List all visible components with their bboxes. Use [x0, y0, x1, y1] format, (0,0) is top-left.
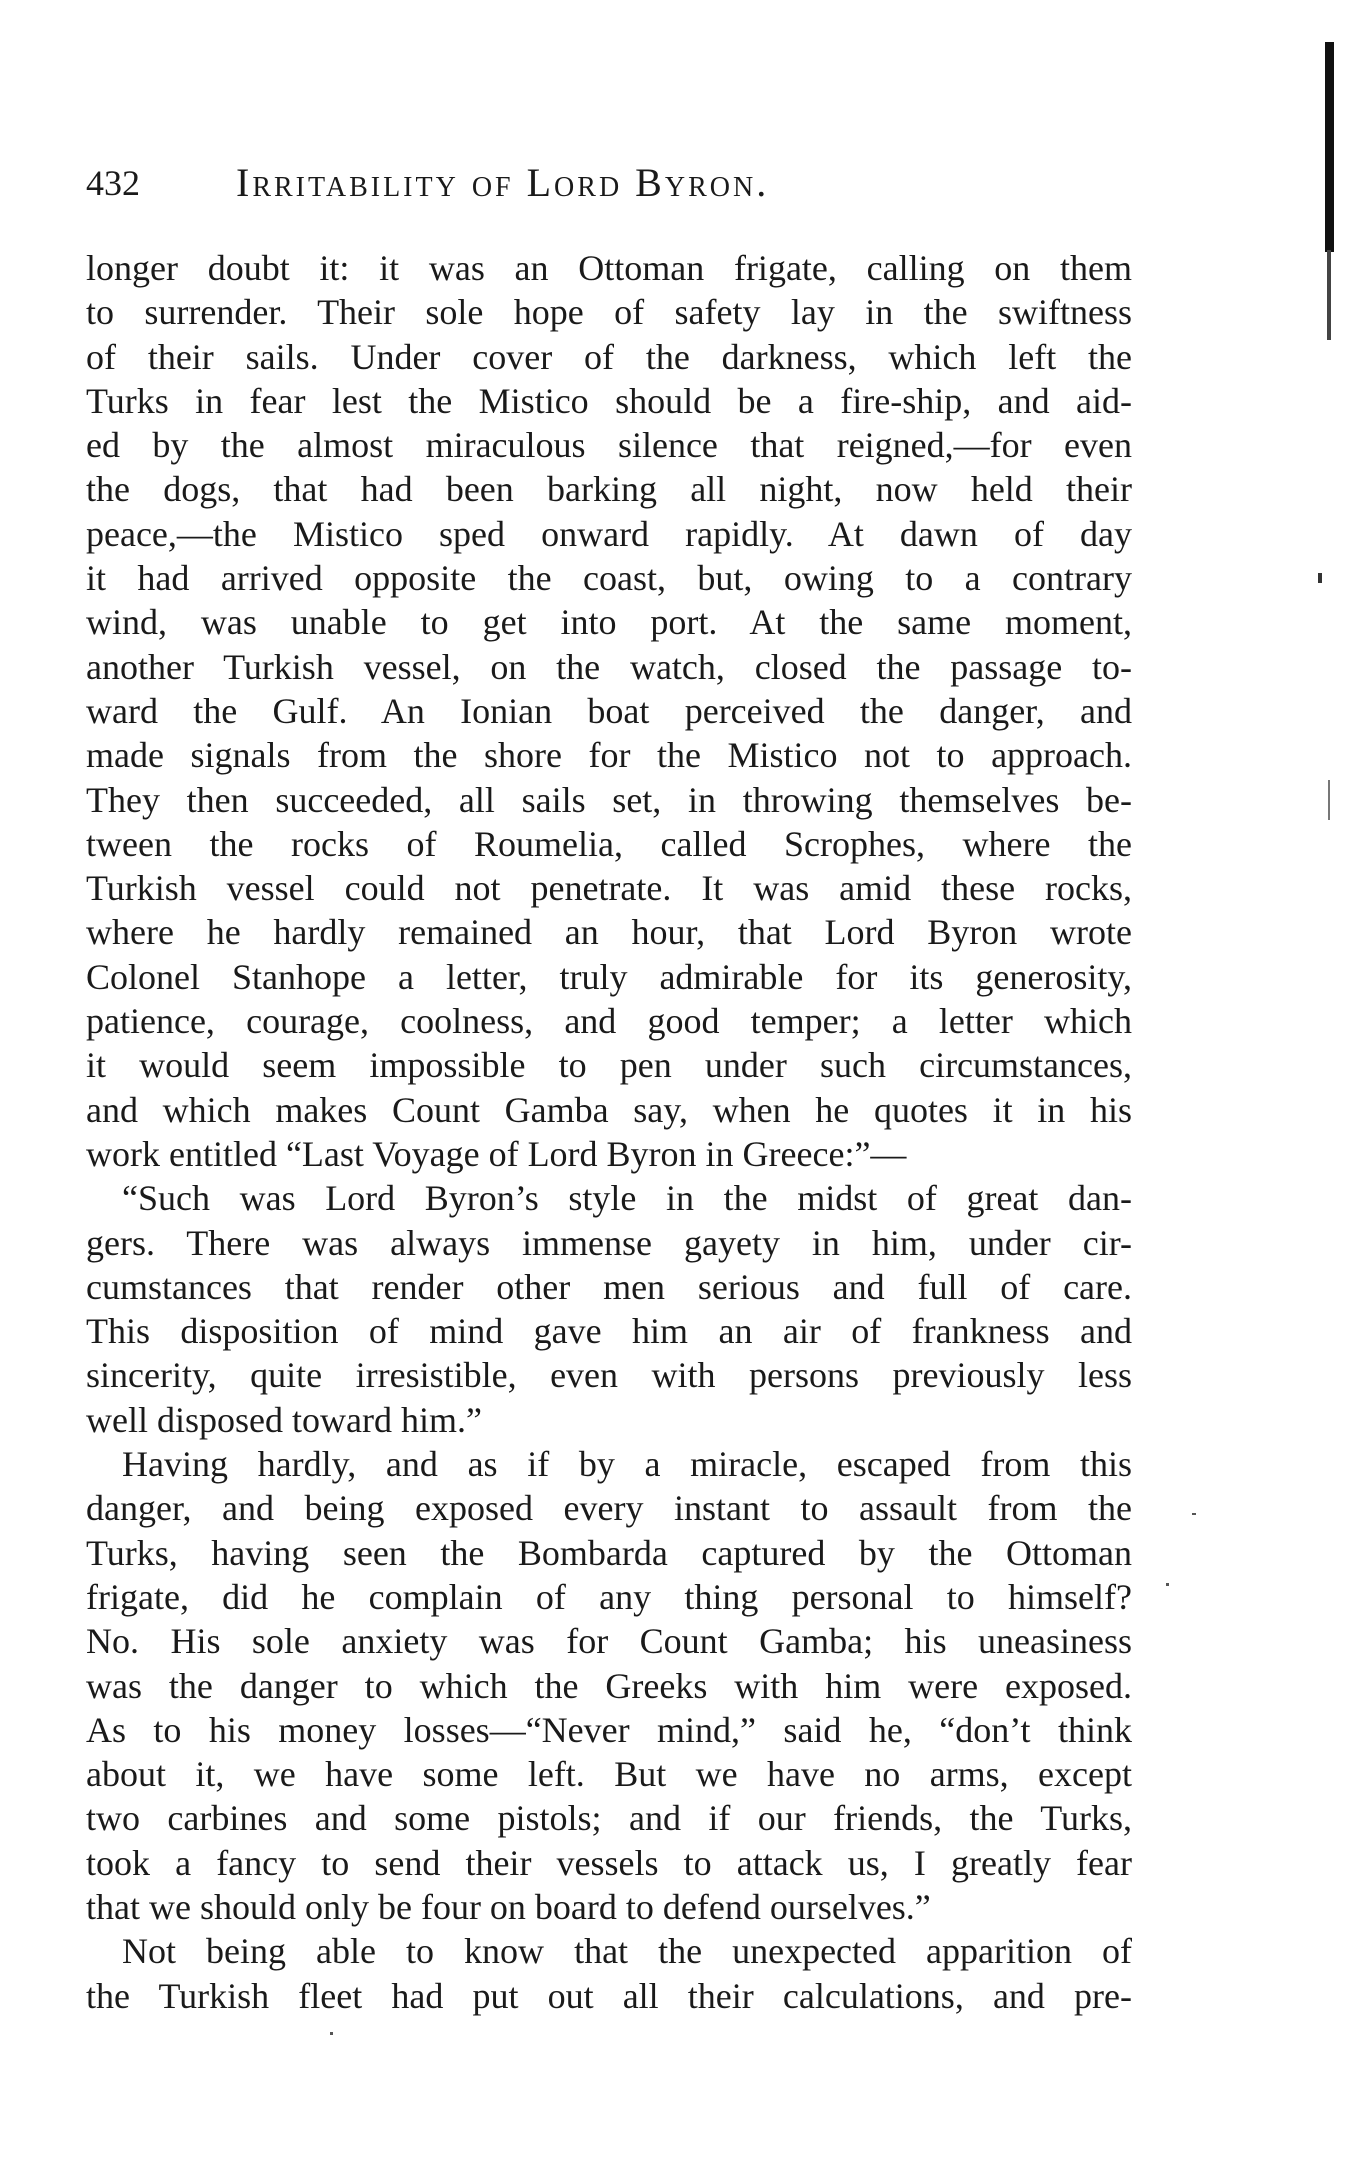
body-text	[86, 246, 1132, 2018]
text-line: work entitled “Last Voyage of Lord Byron in Greece:”—	[86, 1133, 907, 1174]
text-line: gers. There was always immense gayety in him, under cir-	[86, 1222, 1132, 1263]
text-line: wind, was unable to get into port. At the same moment,	[86, 602, 1132, 643]
text-line: sincerity, quite irresistible, even with persons previously less	[86, 1355, 1132, 1396]
text-line: two carbines and some pistols; and if our friends, the Turks,	[86, 1798, 1132, 1839]
text-line: Turkish vessel could not penetrate. It was amid these rocks,	[86, 868, 1132, 909]
text-line: They then succeeded, all sails set, in throwing themselves be-	[86, 779, 1132, 820]
text-line: This disposition of mind gave him an air of frankness and	[86, 1311, 1132, 1352]
text-line: Colonel Stanhope a letter, truly admirable for its generosity,	[86, 956, 1132, 997]
text-line: tween the rocks of Roumelia, called Scrophes, where the	[86, 823, 1132, 864]
scan-edge-mark	[1328, 780, 1330, 820]
text-line: it had arrived opposite the coast, but, owing to a contrary	[86, 558, 1132, 599]
scan-edge-mark	[1327, 250, 1331, 340]
text-line: where he hardly remained an hour, that Lord Byron wrote	[86, 912, 1132, 953]
scan-speck	[330, 2032, 333, 2035]
text-line: frigate, did he complain of any thing personal to himself?	[86, 1576, 1132, 1617]
text-line: ed by the almost miraculous silence that reigned,—for even	[86, 425, 1132, 466]
text-line: of their sails. Under cover of the darkness, which left the	[86, 336, 1132, 377]
text-line: ward the Gulf. An Ionian boat perceived the danger, and	[86, 690, 1132, 731]
text-line: the Turkish fleet had put out all their calculations, and pre-	[86, 1975, 1132, 2016]
text-line: cumstances that render other men serious and full of care.	[86, 1266, 1132, 1307]
scan-edge-mark	[1325, 42, 1334, 252]
text-line: took a fancy to send their vessels to attack us, I greatly fear	[86, 1842, 1132, 1883]
page-number: 432	[86, 163, 140, 203]
text-line: the dogs, that had been barking all night, now held their	[86, 469, 1132, 510]
text-line: that we should only be four on board to defend ourselves.”	[86, 1886, 931, 1927]
text-line: As to his money losses—“Never mind,” said he, “don’t think	[86, 1709, 1132, 1750]
scan-speck	[1166, 1583, 1169, 1586]
text-line: another Turkish vessel, on the watch, closed the passage to-	[86, 646, 1132, 687]
text-line: danger, and being exposed every instant to assault from the	[86, 1488, 1132, 1529]
text-line: made signals from the shore for the Mistico not to approach.	[86, 735, 1132, 776]
text-line: Having hardly, and as if by a miracle, escaped from this	[122, 1444, 1132, 1485]
text-line: about it, we have some left. But we have no arms, except	[86, 1754, 1132, 1795]
text-line: “Such was Lord Byron’s style in the midst of great dan-	[122, 1178, 1132, 1219]
scan-speck	[1192, 1513, 1196, 1515]
text-line: and which makes Count Gamba say, when he quotes it in his	[86, 1089, 1132, 1130]
text-line: well disposed toward him.”	[86, 1399, 482, 1440]
scan-speck	[1318, 573, 1322, 583]
running-title: Irritability of Lord Byron.	[236, 160, 770, 205]
text-line: longer doubt it: it was an Ottoman frigate, calling on them	[86, 248, 1132, 288]
text-line: Turks, having seen the Bombarda captured by the Ottoman	[86, 1532, 1132, 1573]
text-line: Turks in fear lest the Mistico should be a fire-ship, and aid-	[86, 380, 1132, 421]
text-line: it would seem impossible to pen under such circumstances,	[86, 1045, 1132, 1086]
page-header	[86, 158, 1186, 208]
text-line: Not being able to know that the unexpected apparition of	[122, 1931, 1132, 1972]
text-line: patience, courage, coolness, and good temper; a letter which	[86, 1001, 1132, 1042]
text-line: was the danger to which the Greeks with him were exposed.	[86, 1665, 1132, 1706]
text-line: to surrender. Their sole hope of safety lay in the swiftness	[86, 292, 1132, 333]
text-line: peace,—the Mistico sped onward rapidly. At dawn of day	[86, 513, 1132, 554]
text-line: No. His sole anxiety was for Count Gamba; his uneasiness	[86, 1621, 1132, 1662]
